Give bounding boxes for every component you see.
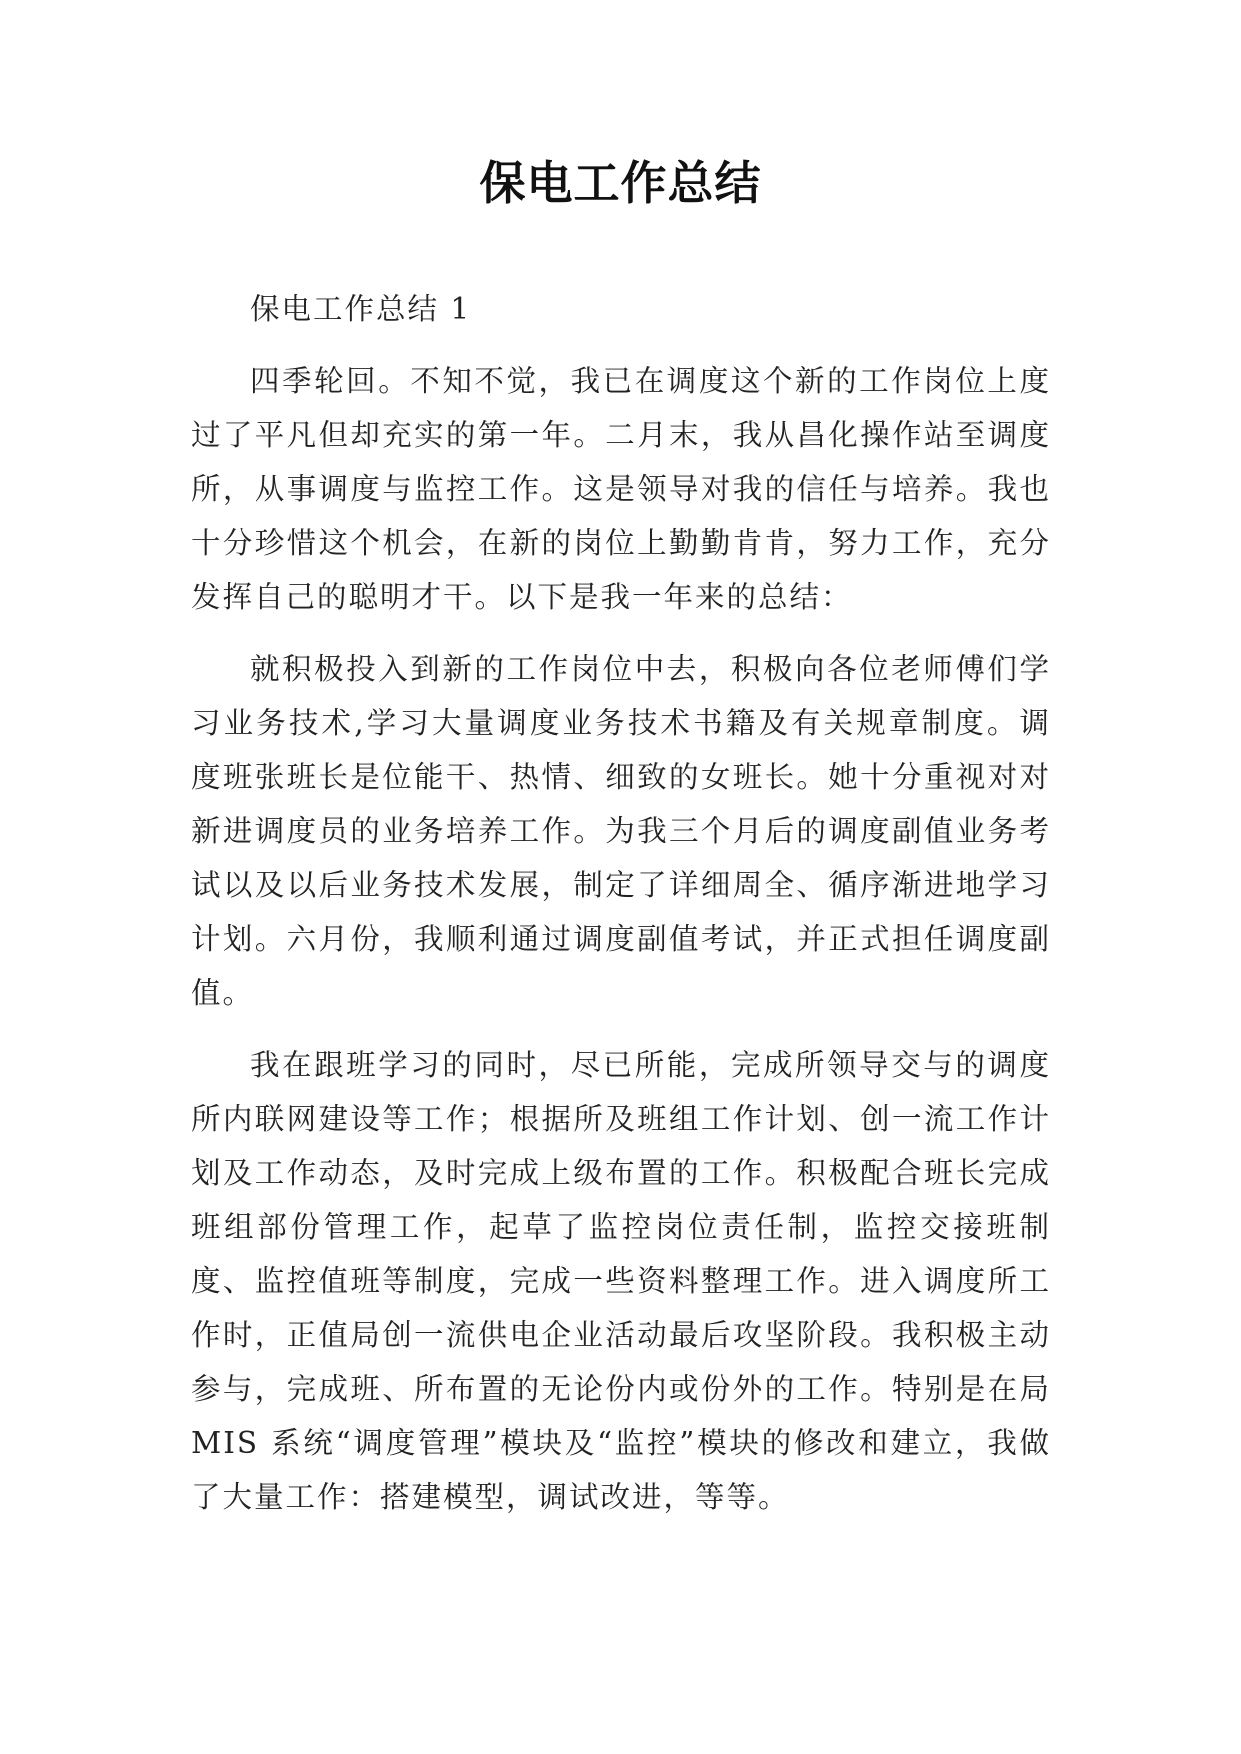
document-body [191, 282, 1051, 1530]
section-heading: 保电工作总结 1 [250, 292, 472, 326]
paragraph: 就积极投入到新的工作岗位中去，积极向各位老师傅们学习业务技术,学习大量调度业务技术书籍及有关规章制度。调度班张班长是位能干、热情、细致的女班长。她十分重视对对新进调度员的业务培养工作。为我三个月后的调度副值业务考试以及以后业务技术发展，制定了详细周全、循序渐进地学习计划。六月份，我顺利通过调度副值考试，并正式担任调度副值。 [191, 652, 1051, 1010]
document-title: 保电工作总结 [479, 156, 762, 210]
paragraph: 我在跟班学习的同时，尽已所能，完成所领导交与的调度所内联网建设等工作；根据所及班组工作计划、创一流工作计划及工作动态，及时完成上级布置的工作。积极配合班长完成班组部份管理工作，起草了监控岗位责任制，监控交接班制度、监控值班等制度，完成一些资料整理工作。进入调度所工作时，正值局创一流供电企业活动最后攻坚阶段。我积极主动参与，完成班、所布置的无论份内或份外的工作。特别是在局 MIS 系统“调度管理”模块及“监控”模块的修改和建立，我做了大量工作：搭建模型，调试改进，等等。 [191, 1048, 1051, 1514]
paragraph: 四季轮回。不知不觉，我已在调度这个新的工作岗位上度过了平凡但却充实的第一年。二月末，我从昌化操作站至调度所，从事调度与监控工作。这是领导对我的信任与培养。我也十分珍惜这个机会，在新的岗位上勤勤肯肯，努力工作，充分发挥自己的聪明才干。以下是我一年来的总结： [191, 364, 1051, 614]
